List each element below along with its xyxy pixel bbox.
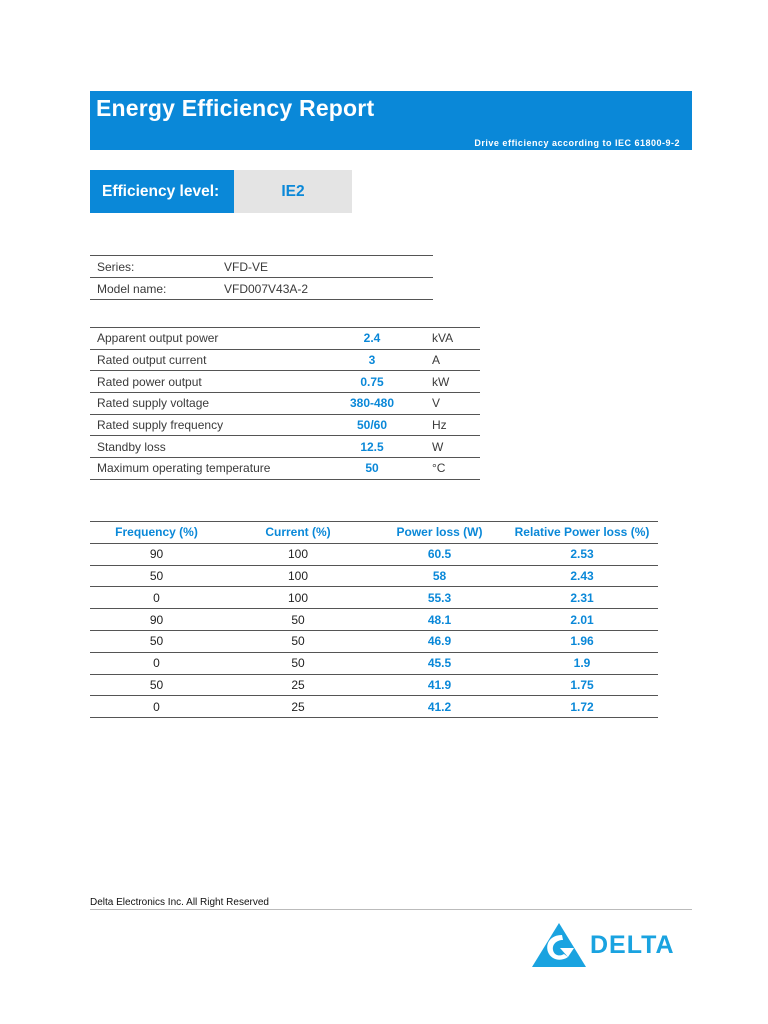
column-header: Frequency (%): [115, 525, 198, 540]
table-row: [90, 587, 658, 609]
report-subtitle: Drive efficiency according to IEC 61800-9-2: [474, 138, 680, 148]
spec-unit: Hz: [432, 418, 447, 433]
efficiency-level-box: [90, 170, 352, 213]
column-header: Power loss (W): [396, 525, 483, 540]
product-table: [90, 255, 433, 300]
relative-loss-cell: 1.96: [570, 634, 594, 649]
table-row: [90, 565, 658, 587]
power-loss-cell: 60.5: [427, 547, 452, 562]
power-loss-cell: 48.1: [427, 612, 452, 627]
table-row: [90, 393, 480, 415]
relative-loss-cell: 2.01: [570, 612, 594, 627]
spec-unit: A: [432, 353, 441, 368]
table-row: [90, 278, 433, 300]
frequency-cell: 90: [149, 547, 164, 562]
spec-key: Maximum operating temperature: [97, 461, 271, 476]
current-cell: 50: [291, 634, 305, 649]
spec-key: Rated supply voltage: [97, 396, 210, 411]
footer-divider: [90, 909, 692, 910]
spec-value: 50/60: [356, 418, 388, 433]
current-cell: 25: [291, 699, 305, 714]
delta-triangle-icon: [530, 921, 588, 969]
frequency-cell: 50: [149, 568, 164, 583]
relative-loss-cell: 1.9: [573, 656, 591, 671]
frequency-cell: 0: [153, 656, 160, 671]
spec-key: Apparent output power: [97, 331, 219, 346]
efficiency-level-label: Efficiency level:: [90, 170, 234, 213]
spec-value: 380-480: [349, 396, 395, 411]
spec-key: Rated power output: [97, 374, 202, 389]
spec-key: Rated supply frequency: [97, 418, 224, 433]
spec-value: 50: [365, 461, 379, 476]
power-loss-cell: 41.9: [427, 677, 452, 692]
table-header-row: [90, 522, 658, 544]
copyright-text: Delta Electronics Inc. All Right Reserved: [90, 897, 269, 908]
spec-table: [90, 327, 480, 480]
column-header: Relative Power loss (%): [514, 525, 650, 540]
power-loss-cell: 55.3: [427, 590, 452, 605]
spec-unit: W: [432, 439, 444, 454]
current-cell: 50: [291, 612, 305, 627]
delta-logo: [530, 920, 690, 970]
table-row: [90, 349, 480, 371]
power-loss-cell: 46.9: [427, 634, 452, 649]
product-key: Model name:: [97, 281, 167, 296]
table-row: [90, 256, 433, 278]
table-row: [90, 543, 658, 565]
table-row: [90, 328, 480, 350]
current-cell: 100: [287, 568, 309, 583]
current-cell: 100: [287, 590, 309, 605]
current-cell: 25: [291, 677, 305, 692]
table-row: [90, 458, 480, 480]
table-row: [90, 609, 658, 631]
relative-loss-cell: 2.31: [570, 590, 594, 605]
power-loss-cell: 41.2: [427, 699, 452, 714]
power-loss-cell: 58: [432, 568, 447, 583]
logo-text: DELTA: [590, 930, 675, 959]
report-header: [90, 91, 692, 150]
product-value: VFD-VE: [224, 259, 269, 274]
spec-key: Rated output current: [97, 353, 207, 368]
current-cell: 100: [287, 547, 309, 562]
relative-loss-cell: 2.53: [570, 547, 594, 562]
relative-loss-cell: 1.72: [570, 699, 594, 714]
spec-value: 2.4: [363, 331, 381, 346]
spec-unit: V: [432, 396, 441, 411]
table-row: [90, 674, 658, 696]
frequency-cell: 50: [149, 634, 164, 649]
current-cell: 50: [291, 656, 305, 671]
frequency-cell: 50: [149, 677, 164, 692]
relative-loss-cell: 1.75: [570, 677, 594, 692]
spec-value: 3: [368, 353, 376, 368]
product-value: VFD007V43A-2: [224, 281, 309, 296]
power-loss-cell: 45.5: [427, 656, 452, 671]
relative-loss-cell: 2.43: [570, 568, 594, 583]
product-key: Series:: [97, 259, 135, 274]
frequency-cell: 0: [153, 590, 160, 605]
table-row: [90, 696, 658, 718]
spec-key: Standby loss: [97, 439, 166, 454]
table-row: [90, 371, 480, 393]
frequency-cell: 0: [153, 699, 160, 714]
table-row: [90, 652, 658, 674]
column-header: Current (%): [265, 525, 331, 540]
power-loss-table: [90, 521, 658, 718]
table-row: [90, 436, 480, 458]
spec-value: 12.5: [360, 439, 384, 454]
spec-unit: kW: [432, 374, 450, 389]
table-row: [90, 414, 480, 436]
frequency-cell: 90: [149, 612, 164, 627]
spec-value: 0.75: [360, 374, 384, 389]
efficiency-level-value: IE2: [234, 170, 352, 213]
spec-unit: kVA: [432, 331, 454, 346]
spec-unit: °C: [432, 461, 446, 476]
report-title: Energy Efficiency Report: [96, 95, 375, 121]
table-row: [90, 630, 658, 652]
